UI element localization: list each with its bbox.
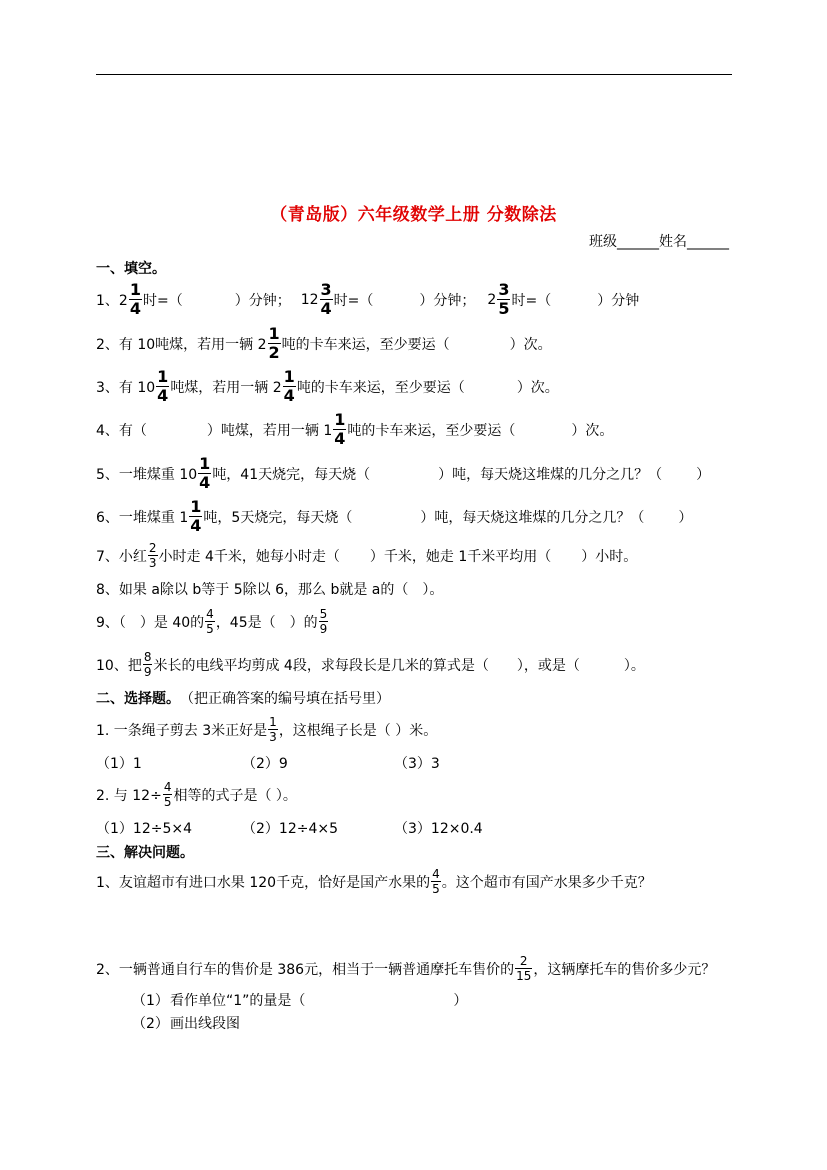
question-3-2-sub2 [132,1013,240,1033]
sub-close: ） [453,993,468,1009]
q4-post: 吨的卡车来运，至少要运（ [347,422,516,439]
question-1-9 [96,608,329,635]
question-1-8: 8、如果 a除以 b等于 5除以 6，那么 b就是 a的（ ）。 [96,582,444,598]
denominator: 5 [206,622,214,636]
denominator: 2 [268,343,280,362]
question-1-5 [96,456,710,491]
class-name-line: 班级______姓名______ [589,234,729,250]
sub-number: （1） [132,993,169,1009]
denominator: 9 [319,622,328,636]
fraction [283,369,296,404]
numerator: 5 [319,607,328,621]
question-2-1 [96,716,437,743]
q1b-prefix: 12 [300,291,319,308]
q1b-close: ）分钟； [419,292,476,309]
question-2-2-options [96,818,483,838]
fraction [268,326,281,361]
numerator: 1 [269,715,277,729]
denominator: 5 [432,882,440,896]
numerator: 1 [268,324,280,343]
numerator: 1 [190,497,202,516]
q6-post: 吨，5天烧完，每天烧（ [203,509,353,526]
q1c-suffix: 时=（ [511,292,552,309]
denominator: 4 [199,473,211,492]
q2-pre: 2、有 10吨煤，若用一辆 2 [96,336,267,353]
fraction [129,282,142,317]
option-2[interactable]: （2）12÷4×5 [242,821,338,837]
question-3-1 [96,868,652,895]
denominator: 9 [143,665,152,679]
q1a-prefix: 1、2 [96,292,128,309]
fraction [143,651,153,678]
numerator: 1 [283,367,295,386]
q6-mid: ）吨，每天烧这堆煤的几分之几？（ [420,509,645,526]
denominator: 3 [269,730,277,744]
s3q1-pre: 1、友谊超市有进口水果 120千克，恰好是国产水果的 [96,874,431,891]
q3-post: 吨的卡车来运，至少要运（ [296,379,465,396]
sub-number: （2） [132,1016,169,1032]
section2-note: （把正确答案的编号填在括号里） [180,691,390,707]
q10-close: ）。 [623,657,645,674]
numerator: 4 [163,780,172,794]
fraction [497,282,510,317]
fraction [205,608,215,635]
numerator: 8 [143,650,152,664]
fraction [148,542,158,569]
q10-post: 米长的电线平均剪成 4段，求每段长是几米的算式是（ ），或是（ [153,657,580,674]
q7-post: 小时走 4千米，她每小时走（ [158,548,340,565]
fraction [189,499,202,534]
q3-mid: 吨煤，若用一辆 2 [170,379,282,396]
denominator: 4 [129,299,141,318]
option-2[interactable]: （2）9 [242,756,288,772]
question-1-7 [96,542,637,569]
s3q2-post: ，这辆摩托车的售价多少元？ [533,961,716,978]
denominator: 4 [334,429,346,448]
numerator: 4 [206,607,214,621]
question-2-2 [96,781,297,808]
q1a-suffix: 时=（ [142,292,183,309]
option-1[interactable]: （1）1 [96,756,142,772]
fraction [156,369,169,404]
question-1-1 [96,282,639,317]
page-title: （青岛版）六年级数学上册 分数除法 [270,205,557,225]
fraction [333,412,346,447]
fraction [163,781,173,808]
q5-post: 吨，41天烧完，每天烧（ [212,466,371,483]
option-3[interactable]: （3）12×0.4 [394,821,483,837]
q4-pre: 4、有（ [96,422,147,439]
q1a-close: ）分钟； [234,292,291,309]
q5-mid: ）吨，每天烧这堆煤的几分之几？（ [438,466,663,483]
denominator: 5 [498,299,510,318]
s2q1-pre: 1. 一条绳子剪去 3米正好是 [96,722,268,739]
fraction [268,716,278,743]
q5-close: ） [696,466,711,483]
header-rule [96,74,732,75]
section2-heading [96,688,390,708]
numerator: 2 [519,954,528,968]
q2-close: ）次。 [509,336,552,353]
section3-heading: 三、解决问题。 [96,845,194,861]
denominator: 4 [190,516,202,535]
s3q2-pre: 2、一辆普通自行车的售价是 386元，相当于一辆普通摩托车售价的 [96,961,515,978]
q4-mid: ）吨煤，若用一辆 1 [206,422,333,439]
question-3-2 [96,955,715,982]
numerator: 1 [334,410,346,429]
fraction [198,456,211,491]
question-1-2 [96,326,552,361]
fraction [319,608,329,635]
q3-close: ）次。 [516,379,559,396]
q1c-prefix: 2 [487,291,497,308]
q5-pre: 5、一堆煤重 10 [96,466,198,483]
numerator: 4 [432,867,440,881]
section1-heading: 一、填空。 [96,261,166,277]
q9-pre: 9、（ ）是 40的 [96,614,205,631]
numerator: 1 [157,367,169,386]
q6-pre: 6、一堆煤重 1 [96,509,189,526]
denominator: 3 [148,556,157,570]
fraction [515,955,532,982]
denominator: 4 [283,386,295,405]
question-1-3 [96,369,559,404]
question-1-6 [96,499,692,534]
sub-text: 画出线段图 [170,1016,240,1032]
section2-title: 二、选择题。 [96,691,180,707]
q10-pre: 10、把 [96,657,142,674]
option-1[interactable]: （1）12÷5×4 [96,821,192,837]
q7-pre: 7、小红 [96,548,147,565]
denominator: 5 [163,795,172,809]
q2-post: 吨的卡车来运，至少要运（ [281,336,450,353]
fraction [320,282,333,317]
numerator: 1 [129,280,141,299]
q1b-suffix: 时=（ [333,292,374,309]
numerator: 3 [320,280,332,299]
q7-close: ）小时。 [581,548,638,565]
denominator: 4 [320,299,332,318]
q3-pre: 3、有 10 [96,379,156,396]
q7-mid: ）千米，她走 1千米平均用（ [369,548,552,565]
question-2-1-options [96,753,440,773]
numerator: 1 [199,454,211,473]
fraction [431,868,441,895]
question-3-2-sub1 [132,990,467,1010]
numerator: 2 [148,541,157,555]
option-3[interactable]: （3）3 [394,756,440,772]
q4-close: ）次。 [571,422,614,439]
s3q1-post: 。这个超市有国产水果多少千克？ [441,874,652,891]
numerator: 3 [498,280,510,299]
s2q1-post: ，这根绳子长是（ ）米。 [278,722,438,739]
denominator: 15 [516,969,532,983]
s2q2-pre: 2. 与 12÷ [96,787,162,804]
denominator: 4 [157,386,169,405]
s2q2-post: 相等的式子是（ ）。 [173,787,297,804]
q1c-close: ）分钟 [597,292,640,309]
q9-mid: ，45是（ ）的 [215,614,318,631]
q6-close: ） [678,509,693,526]
question-1-10 [96,651,645,678]
question-1-4 [96,412,613,447]
sub-text: 看作单位“1”的量是（ [170,993,306,1009]
